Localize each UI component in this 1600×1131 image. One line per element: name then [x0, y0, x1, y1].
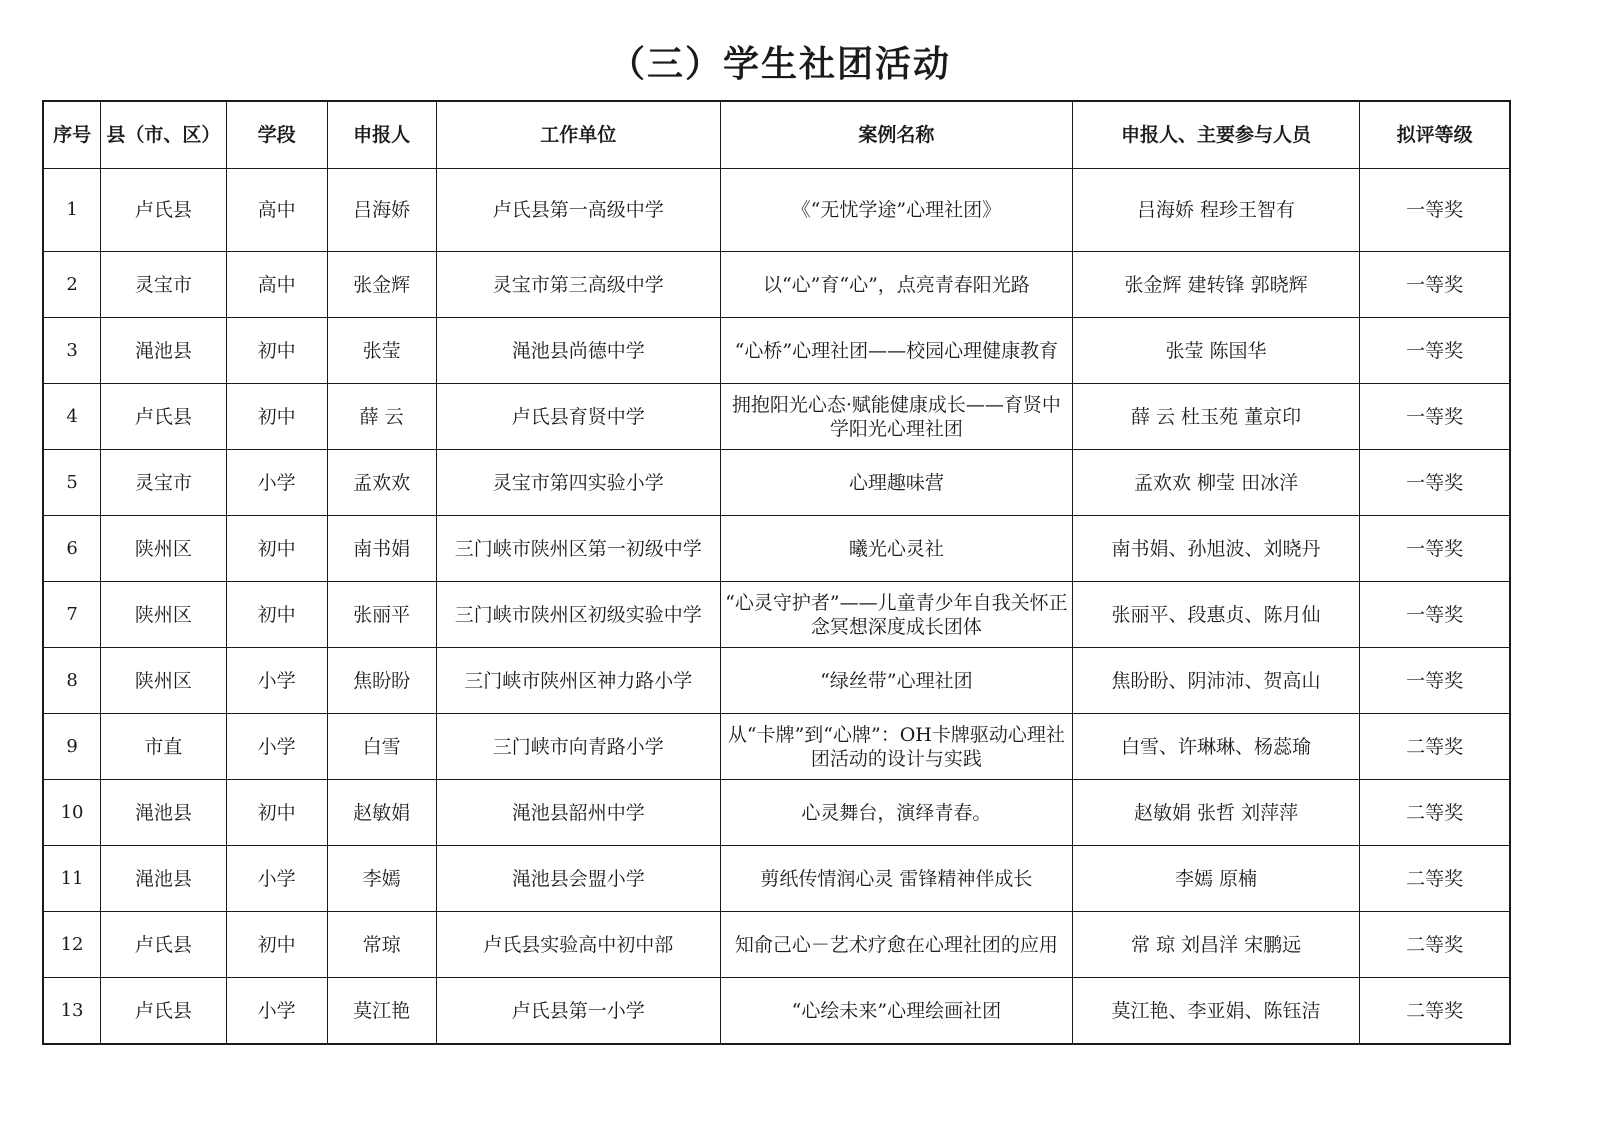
- cell-unit: 三门峡市陕州区初级实验中学: [436, 582, 720, 648]
- cell-seq: 4: [43, 384, 101, 450]
- cell-participants: 焦盼盼、阴沛沛、贺高山: [1072, 648, 1359, 714]
- table-row: [43, 978, 1510, 1045]
- cell-award: 一等奖: [1360, 582, 1510, 648]
- table-row: [43, 516, 1510, 582]
- cell-unit: 三门峡市陕州区第一初级中学: [436, 516, 720, 582]
- cell-stage: 初中: [226, 582, 327, 648]
- col-header-award: 拟评等级: [1360, 101, 1510, 169]
- col-header-applicant: 申报人: [327, 101, 436, 169]
- cell-participants: 常 琼 刘昌洋 宋鹏远: [1072, 912, 1359, 978]
- cell-seq: 6: [43, 516, 101, 582]
- cell-case-name: 心理趣味营: [720, 450, 1072, 516]
- cell-seq: 3: [43, 318, 101, 384]
- awards-table: [42, 100, 1511, 1045]
- cell-county: 卢氏县: [101, 978, 227, 1045]
- cell-stage: 小学: [226, 714, 327, 780]
- cell-stage: 小学: [226, 846, 327, 912]
- page-title: （三）学生社团活动: [608, 44, 951, 85]
- cell-stage: 初中: [226, 780, 327, 846]
- cell-unit: 三门峡市向青路小学: [436, 714, 720, 780]
- cell-participants: 赵敏娟 张哲 刘萍萍: [1072, 780, 1359, 846]
- cell-county: 渑池县: [101, 318, 227, 384]
- cell-stage: 小学: [226, 648, 327, 714]
- table-row: [43, 582, 1510, 648]
- cell-unit: 卢氏县实验高中初中部: [436, 912, 720, 978]
- cell-award: 一等奖: [1360, 648, 1510, 714]
- cell-seq: 12: [43, 912, 101, 978]
- cell-participants: 吕海娇 程珍王智有: [1072, 169, 1359, 252]
- cell-seq: 8: [43, 648, 101, 714]
- cell-case-name: “心绘未来”心理绘画社团: [720, 978, 1072, 1045]
- cell-applicant: 常琼: [327, 912, 436, 978]
- cell-unit: 渑池县韶州中学: [436, 780, 720, 846]
- col-header-seq: 序号: [43, 101, 101, 169]
- cell-award: 一等奖: [1360, 318, 1510, 384]
- cell-county: 陕州区: [101, 648, 227, 714]
- cell-unit: 卢氏县第一小学: [436, 978, 720, 1045]
- cell-seq: 7: [43, 582, 101, 648]
- cell-applicant: 莫江艳: [327, 978, 436, 1045]
- table-row: [43, 846, 1510, 912]
- cell-award: 一等奖: [1360, 384, 1510, 450]
- cell-participants: 张莹 陈国华: [1072, 318, 1359, 384]
- table-row: [43, 169, 1510, 252]
- table-body: [43, 169, 1510, 1045]
- table-row: [43, 252, 1510, 318]
- cell-applicant: 孟欢欢: [327, 450, 436, 516]
- cell-applicant: 南书娟: [327, 516, 436, 582]
- cell-case-name: “心桥”心理社团——校园心理健康教育: [720, 318, 1072, 384]
- cell-stage: 初中: [226, 384, 327, 450]
- cell-participants: 薛 云 杜玉苑 董京印: [1072, 384, 1359, 450]
- cell-participants: 张金辉 建转锋 郭晓辉: [1072, 252, 1359, 318]
- cell-seq: 9: [43, 714, 101, 780]
- cell-unit: 三门峡市陕州区神力路小学: [436, 648, 720, 714]
- cell-unit: 卢氏县育贤中学: [436, 384, 720, 450]
- cell-participants: 孟欢欢 柳莹 田冰洋: [1072, 450, 1359, 516]
- table-row: [43, 714, 1510, 780]
- cell-participants: 白雪、许琳琳、杨蕊瑜: [1072, 714, 1359, 780]
- cell-applicant: 薛 云: [327, 384, 436, 450]
- cell-stage: 初中: [226, 516, 327, 582]
- cell-applicant: 焦盼盼: [327, 648, 436, 714]
- cell-seq: 13: [43, 978, 101, 1045]
- cell-case-name: 曦光心灵社: [720, 516, 1072, 582]
- col-header-case-name: 案例名称: [720, 101, 1072, 169]
- table-row: [43, 450, 1510, 516]
- table-row: [43, 912, 1510, 978]
- col-header-stage: 学段: [226, 101, 327, 169]
- cell-case-name: 《“无忧学途”心理社团》: [720, 169, 1072, 252]
- header-row: [43, 101, 1510, 169]
- table-row: [43, 384, 1510, 450]
- cell-applicant: 李嫣: [327, 846, 436, 912]
- cell-unit: 卢氏县第一高级中学: [436, 169, 720, 252]
- cell-award: 二等奖: [1360, 714, 1510, 780]
- cell-case-name: 以“心”育“心”，点亮青春阳光路: [720, 252, 1072, 318]
- cell-county: 渑池县: [101, 780, 227, 846]
- cell-county: 陕州区: [101, 582, 227, 648]
- cell-unit: 渑池县尚德中学: [436, 318, 720, 384]
- cell-award: 二等奖: [1360, 978, 1510, 1045]
- cell-seq: 2: [43, 252, 101, 318]
- cell-award: 一等奖: [1360, 169, 1510, 252]
- cell-county: 灵宝市: [101, 252, 227, 318]
- cell-case-name: 知俞己心－艺术疗愈在心理社团的应用: [720, 912, 1072, 978]
- cell-county: 灵宝市: [101, 450, 227, 516]
- cell-award: 二等奖: [1360, 846, 1510, 912]
- col-header-county: 县（市、区）: [101, 101, 227, 169]
- cell-stage: 高中: [226, 169, 327, 252]
- cell-applicant: 赵敏娟: [327, 780, 436, 846]
- cell-county: 市直: [101, 714, 227, 780]
- cell-seq: 10: [43, 780, 101, 846]
- cell-award: 一等奖: [1360, 516, 1510, 582]
- cell-applicant: 张莹: [327, 318, 436, 384]
- cell-applicant: 吕海娇: [327, 169, 436, 252]
- cell-case-name: “绿丝带”心理社团: [720, 648, 1072, 714]
- table-row: [43, 318, 1510, 384]
- cell-applicant: 白雪: [327, 714, 436, 780]
- cell-stage: 小学: [226, 978, 327, 1045]
- cell-county: 卢氏县: [101, 912, 227, 978]
- cell-seq: 11: [43, 846, 101, 912]
- cell-stage: 高中: [226, 252, 327, 318]
- cell-award: 二等奖: [1360, 912, 1510, 978]
- table-row: [43, 648, 1510, 714]
- cell-unit: 灵宝市第四实验小学: [436, 450, 720, 516]
- cell-county: 卢氏县: [101, 384, 227, 450]
- cell-case-name: 从“卡牌”到“心牌”：OH卡牌驱动心理社团活动的设计与实践: [720, 714, 1072, 780]
- cell-participants: 张丽平、段惠贞、陈月仙: [1072, 582, 1359, 648]
- col-header-participants: 申报人、主要参与人员: [1072, 101, 1359, 169]
- cell-award: 一等奖: [1360, 450, 1510, 516]
- cell-unit: 渑池县会盟小学: [436, 846, 720, 912]
- cell-case-name: 剪纸传情润心灵 雷锋精神伴成长: [720, 846, 1072, 912]
- cell-stage: 初中: [226, 318, 327, 384]
- table-row: [43, 780, 1510, 846]
- cell-participants: 莫江艳、李亚娟、陈钰洁: [1072, 978, 1359, 1045]
- cell-award: 二等奖: [1360, 780, 1510, 846]
- cell-seq: 5: [43, 450, 101, 516]
- col-header-unit: 工作单位: [436, 101, 720, 169]
- cell-case-name: 心灵舞台，演绎青春。: [720, 780, 1072, 846]
- cell-unit: 灵宝市第三高级中学: [436, 252, 720, 318]
- cell-county: 陕州区: [101, 516, 227, 582]
- cell-stage: 初中: [226, 912, 327, 978]
- cell-county: 渑池县: [101, 846, 227, 912]
- cell-participants: 南书娟、孙旭波、刘晓丹: [1072, 516, 1359, 582]
- cell-case-name: “心灵守护者”——儿童青少年自我关怀正念冥想深度成长团体: [720, 582, 1072, 648]
- cell-award: 一等奖: [1360, 252, 1510, 318]
- cell-participants: 李嫣 原楠: [1072, 846, 1359, 912]
- cell-applicant: 张丽平: [327, 582, 436, 648]
- cell-seq: 1: [43, 169, 101, 252]
- cell-stage: 小学: [226, 450, 327, 516]
- cell-county: 卢氏县: [101, 169, 227, 252]
- cell-case-name: 拥抱阳光心态·赋能健康成长——育贤中学阳光心理社团: [720, 384, 1072, 450]
- cell-applicant: 张金辉: [327, 252, 436, 318]
